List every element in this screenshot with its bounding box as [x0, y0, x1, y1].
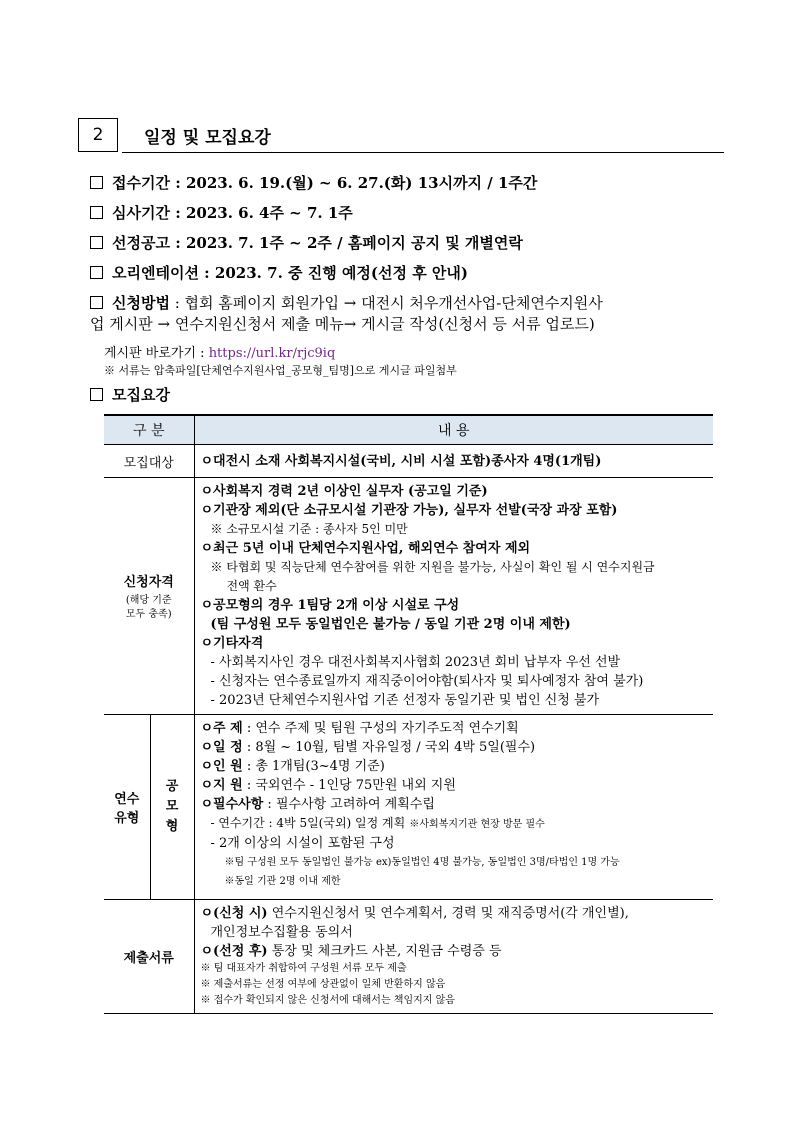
type-sublabel: 공 모 형 [150, 715, 194, 900]
checkbox-icon [90, 176, 103, 189]
type-label: 연수 유형 [104, 715, 150, 900]
schedule-item: 접수기간 : 2023. 6. 19.(월) ~ 6. 27.(화) 13시까지 / 1주간 [90, 172, 537, 193]
checkbox-icon [90, 296, 103, 309]
checkbox-icon [90, 236, 103, 249]
table-row [104, 715, 713, 900]
recruit-heading: 모집요강 [90, 384, 170, 405]
section-number: 2 [78, 118, 118, 152]
schedule-item: 심사기간 : 2023. 6. 4주 ~ 7. 1주 [90, 202, 353, 223]
header-content: 내 용 [194, 415, 713, 445]
table-row [104, 445, 713, 478]
method-line2: 업 게시판 → 연수지원신청서 제출 메뉴→ 게시글 작성(신청서 등 서류 업로드) [90, 315, 595, 333]
checkbox-icon [90, 388, 103, 401]
requirements-table [104, 414, 713, 1014]
method-note: ※ 서류는 압축파일[단체연수지원사업_공모형_팀명]으로 게시글 파일첨부 [104, 364, 457, 377]
shortcut-line: 게시판 바로가기 : https://url.kr/rjc9iq [104, 346, 336, 361]
method-line1: 신청방법 : 협회 홈페이지 회원가입 → 대전시 처우개선사업-단체연수지원사 [90, 292, 603, 313]
section-title: 일정 및 모집요강 [144, 128, 271, 148]
table-header [104, 415, 713, 445]
schedule-item: 선정공고 : 2023. 7. 1주 ~ 2주 / 홈페이지 공지 및 개별연락 [90, 232, 523, 253]
docs-content: ㅇ(신청 시) 연수지원신청서 및 연수계획서, 경력 및 재직증명서(각 개인별), 개인정보수집활용 동의서 ㅇ(선정 후) 통장 및 체크카드 사본, 지원금 수령증 등 ※ 팀 대표자가 취합하여 구성원 서류 모두 제출 ※ 제출서류는 선정 여부에 상관없이 일체 반환하지 않음 ※ 접수가 확인되지 않은 신청서에 대해서는 책임지지 않음 [194, 900, 713, 1014]
target-text: ㅇ대전시 소재 사회복지시설(국비, 시비 시설 포함)종사자 4명(1개팀) [194, 445, 713, 478]
target-label: 모집대상 [104, 445, 194, 478]
table-row [104, 478, 713, 715]
qualification-label: 신청자격 (해당 기준 모두 충족) [104, 478, 194, 715]
table-row [104, 900, 713, 1014]
checkbox-icon [90, 266, 103, 279]
type-content: ㅇ주 제 : 연수 주제 및 팀원 구성의 자기주도적 연수기획 ㅇ일 정 : 8월 ~ 10월, 팀별 자유일정 / 국외 4박 5일(필수) ㅇ인 원 : 총 1개팀(3~4명 기준) ㅇ지 원 : 국외연수 - 1인당 75만원 내외 지원 ㅇ필수사항 : 필수사항 고려하여 계획수립 - 연수기간 : 4박 5일(국외) 일정 계획 ※사회복지기관 현장 방문 필수 - 2개 이상의 시설이 포함된 구성 ※팀 구성원 모두 동일법인 불가능 ex)동일법인 4명 불가능, 동일법인 3명/타법인 1명 가능 ※동일 기관 2명 이내 제한 [194, 715, 713, 900]
section-header [78, 118, 724, 154]
schedule-item: 오리엔테이션 : 2023. 7. 중 진행 예정(선정 후 안내) [90, 262, 468, 283]
section-divider [122, 152, 724, 153]
checkbox-icon [90, 206, 103, 219]
qualification-content: ㅇ사회복지 경력 2년 이상인 실무자 (공고일 기준) ㅇ기관장 제외(단 소규모시설 기관장 가능), 실무자 선발(국장 과장 포함) ※ 소규모시설 기준 : 종사자 5인 미만 ㅇ최근 5년 이내 단체연수지원사업, 해외연수 참여자 제외 ※ 타협회 및 직능단체 연수참여를 위한 지원을 불가능, 사실이 확인 될 시 연수지원금 전액 환수 ㅇ공모형의 경우 1팀당 2개 이상 시설로 구성 (팀 구성원 모두 동일법인은 불가능 / 동일 기관 2명 이내 제한) ㅇ기타자격 - 사회복지사인 경우 대전사회복지사협회 2023년 회비 납부자 우선 선발 - 신청자는 연수종료일까지 재직중이어야함(퇴사자 및 퇴사예정자 참여 불가) - 2023년 단체연수지원사업 기존 선정자 동일기관 및 법인 신청 불가 [194, 478, 713, 715]
header-category: 구 분 [104, 415, 194, 445]
shortcut-link[interactable]: https://url.kr/rjc9iq [208, 346, 336, 361]
docs-label: 제출서류 [104, 900, 194, 1014]
